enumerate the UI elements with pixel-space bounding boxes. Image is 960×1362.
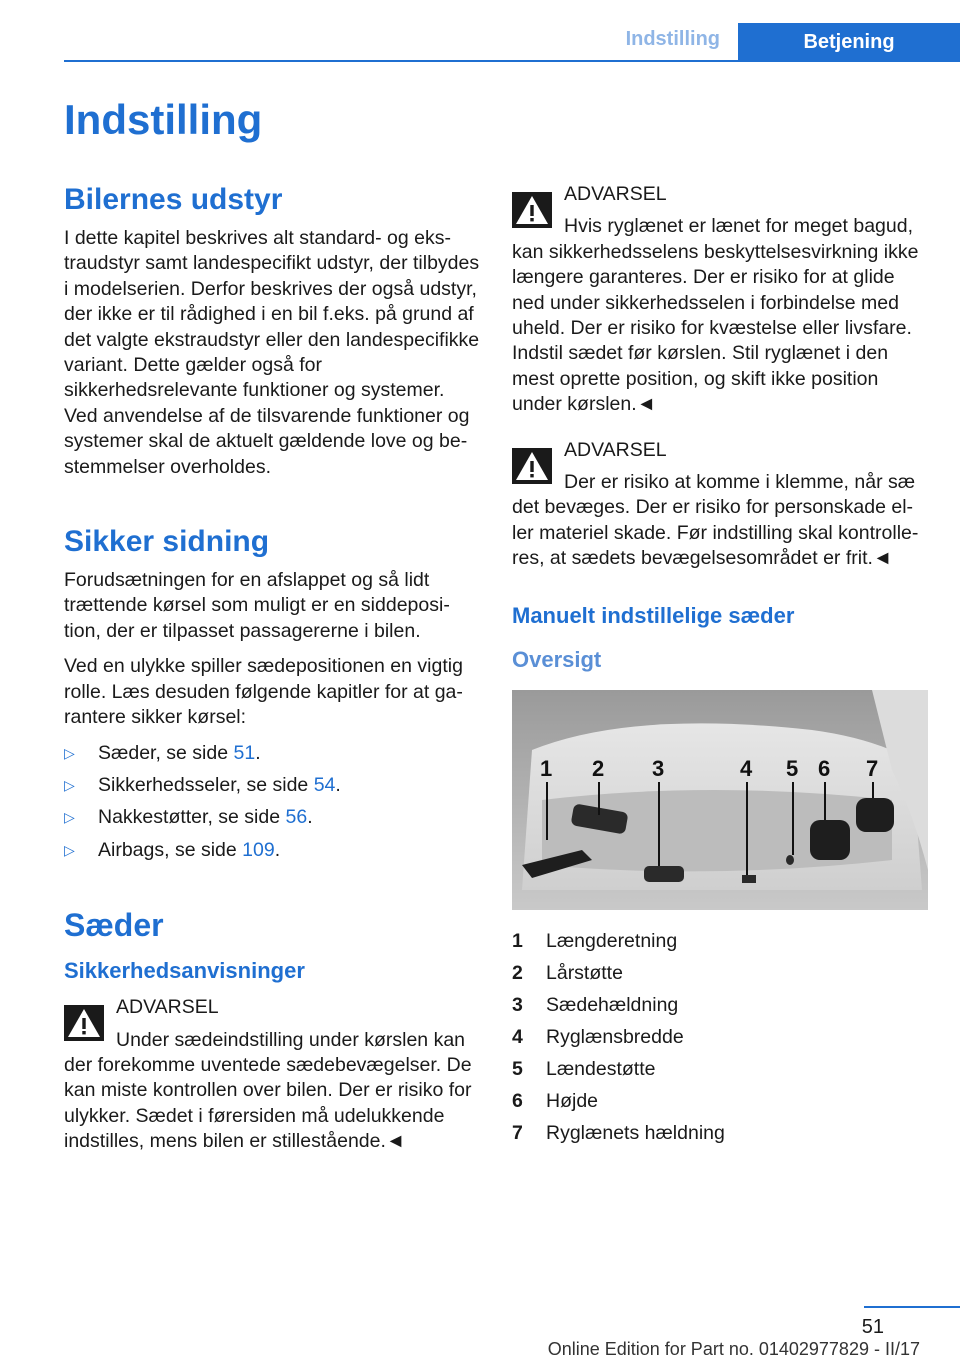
- warning-text: der forekomme uventede sædebevægelser. De kan miste kontrollen over bilen. Der er risiko for ulykker. Sædet i førersiden må udelukkende indstilles, mens bilen er stillestående.◄: [64, 1053, 472, 1153]
- warning-text: det bevæges. Der er risiko for personskade eller materiel skade. Før indstilling skal kontrolleres, at sædets bevægelsesområdet er frit.◄: [512, 496, 919, 570]
- page-number: 51: [861, 1316, 884, 1338]
- list-item: 2 Lårstøtte: [512, 962, 623, 985]
- running-header-tab: Betjening: [738, 23, 960, 62]
- list-item: 3 Sædehældning: [512, 994, 679, 1017]
- photo-label-5: 5: [786, 755, 799, 781]
- seat-controls-photo: [512, 690, 928, 910]
- reference-list: [64, 741, 480, 864]
- warning-first-line: Hvis ryglænet er lænet for meget bagud,: [564, 215, 914, 238]
- paragraph-equipment: I dette kapitel beskrives alt standard- og ekstraudstyr samt landespecifikt udstyr, der tilbydes i modelserien. Derfor beskrives der også udstyr, der ikke er til rådighed i en bil f.eks. på grund af det valgte ekstraudstyr eller den landespecifikke variant. Dette gælder også for sikkerhedsrelevante funktioner og systemer. Ved anvendelse af de tilsvarende funktioner og systemer skal de aktuelt gældende love og bestemmelser overholdes.: [64, 227, 480, 478]
- photo-label-6: 6: [818, 755, 831, 781]
- paragraph-safe-seating-2: Ved en ulykke spiller sædepositionen en vigtig rolle. Læs desuden følgende kapitler for at garantere sikker kørsel:: [64, 655, 463, 729]
- edition-line: Online Edition for Part no. 01402977829 - II/17: [547, 1339, 920, 1359]
- section-title-seats: Sæder: [64, 907, 164, 944]
- page-link[interactable]: 54: [313, 773, 336, 796]
- subsection-safety-notes: Sikkerhedsanvisninger: [64, 958, 305, 984]
- list-item: 5 Lændestøtte: [512, 1058, 656, 1081]
- warning-block: [64, 995, 480, 1154]
- warning-block: [512, 182, 928, 418]
- list-item: 6 Højde: [512, 1090, 599, 1113]
- warning-heading: ADVARSEL: [564, 183, 667, 205]
- warning-triangle-icon: [512, 448, 552, 484]
- page-link[interactable]: 51: [233, 741, 256, 764]
- photo-label-2: 2: [592, 755, 605, 781]
- paragraph-safe-seating-1: Forudsætningen for en afslappet og så lidt trættende kørsel som muligt er en siddeposition, der er tilpasset passagererne i bilen.: [64, 569, 450, 642]
- left-column: [64, 182, 480, 1165]
- photo-label-7: 7: [866, 755, 879, 781]
- right-column: [512, 182, 928, 1153]
- warning-heading: ADVARSEL: [116, 996, 219, 1019]
- header-rule: [64, 60, 960, 62]
- photo-label-4: 4: [740, 755, 753, 781]
- page-link[interactable]: 56: [285, 806, 308, 829]
- triangle-bullet-icon: ▷: [64, 841, 75, 858]
- list-item: 1 Længderetning: [512, 930, 678, 953]
- subsection-manual-seats: Manuelt indstillelige sæder: [512, 602, 795, 628]
- running-header-section: Indstilling: [625, 28, 720, 50]
- photo-label-1: 1: [540, 755, 553, 781]
- triangle-bullet-icon: ▷: [64, 744, 75, 761]
- list-item: 4 Ryglænsbredde: [512, 1026, 684, 1049]
- list-item: 7 Ryglænets hældning: [512, 1122, 725, 1145]
- section-title-equipment: Bilernes udstyr: [64, 183, 283, 216]
- triangle-bullet-icon: ▷: [64, 809, 75, 826]
- footer-rule: [864, 1306, 960, 1308]
- warning-block: [512, 438, 928, 572]
- warning-triangle-icon: [512, 192, 552, 228]
- list-item: ▷ Sæder, se side 51.: [64, 741, 480, 766]
- seat-controls-legend: [512, 929, 928, 1146]
- warning-text: kan sikkerhedsselens beskyttelsesvirkning ikke længere garanteres. Der er risiko for at glide ned under sikkerhedsselen i forbindelse med uheld. Der er risiko for kvæstelse eller livsfare. Indstil sædet før kørslen. Stil ryglænet i den mest oprette position, og skift ikke position under kørslen.◄: [512, 240, 919, 416]
- page-link[interactable]: 109: [242, 838, 275, 861]
- warning-triangle-icon: [64, 1005, 104, 1041]
- photo-label-3: 3: [652, 755, 665, 781]
- warning-heading: ADVARSEL: [564, 438, 667, 461]
- section-title-safe-seating: Sikker sidning: [64, 525, 270, 559]
- warning-first-line: Der er risiko at komme i klemme, når sæ: [564, 471, 916, 494]
- page-title: Indstilling: [64, 96, 263, 143]
- list-item: ▷ Airbags, se side 109.: [64, 838, 480, 863]
- warning-first-line: Under sædeindstilling under kørslen kan: [116, 1028, 466, 1051]
- list-item: ▷ Nakkestøtter, se side 56.: [64, 805, 480, 830]
- list-item: ▷ Sikkerhedsseler, se side 54.: [64, 773, 480, 798]
- subsection-overview: Oversigt: [512, 646, 602, 672]
- triangle-bullet-icon: ▷: [64, 776, 75, 793]
